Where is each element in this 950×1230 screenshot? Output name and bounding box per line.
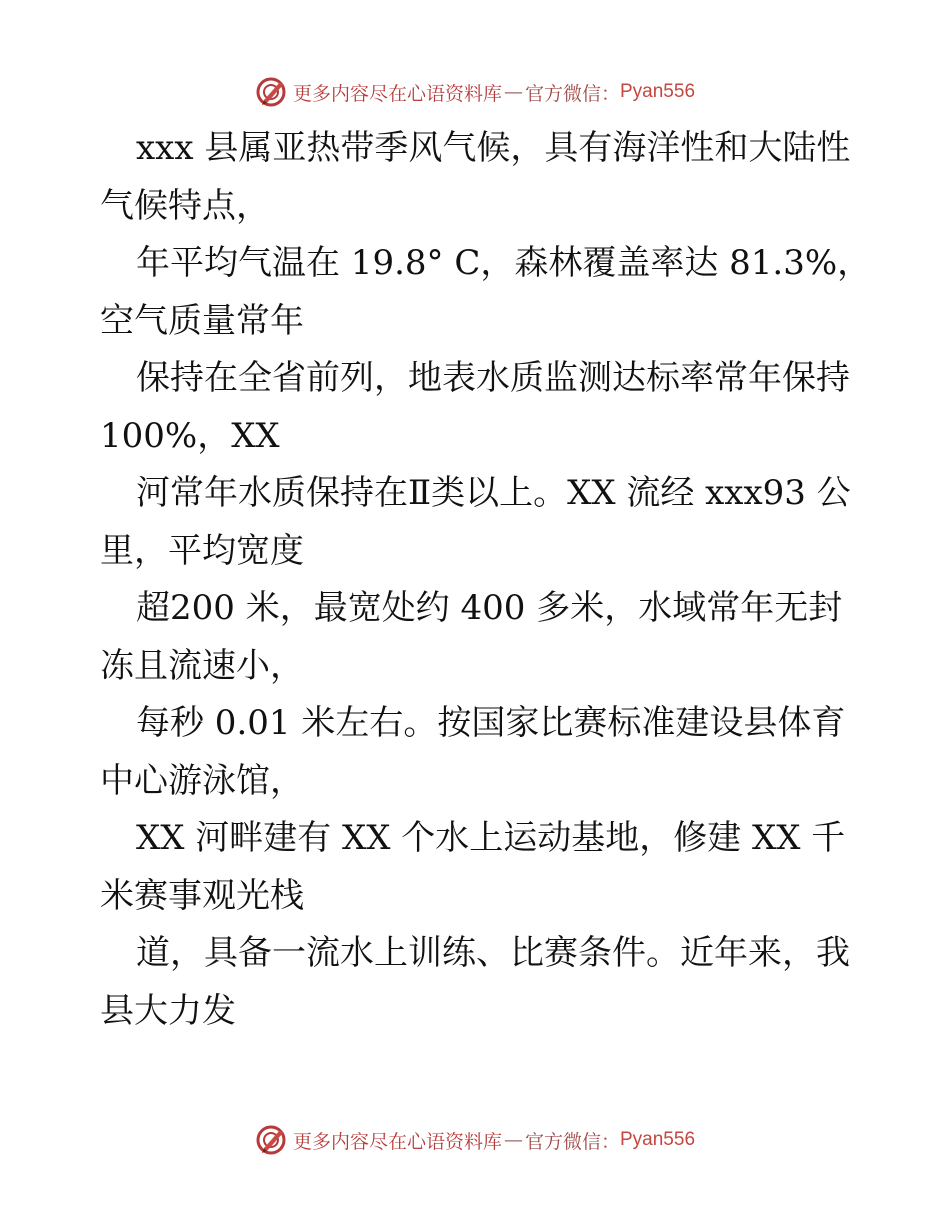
header-banner (0, 72, 950, 112)
text-line: 中心游泳馆， (100, 760, 304, 801)
banner-wechat-id: Pyan556 (620, 81, 696, 102)
text-line: 空气质量常年 (100, 300, 304, 341)
banner-wechat-id: Pyan556 (620, 1129, 696, 1150)
banner-wechat-label: 官方微信： (524, 82, 620, 105)
banner-separator: — (503, 81, 523, 103)
footer-banner (0, 1120, 950, 1160)
text-line: 超200 米，最宽处约 400 多米，水域常年无封 (136, 588, 843, 628)
text-line: xxx 县属亚热带季风气候，具有海洋性和大陆性 (136, 128, 851, 168)
text-line: 米赛事观光栈 (100, 875, 304, 916)
banner-text: 更多内容尽在心语资料库 (292, 82, 502, 105)
body-paragraph (100, 120, 872, 1040)
text-line: 年平均气温在 19.8° C，森林覆盖率达 81.3%， (136, 243, 872, 283)
text-line: XX 河畔建有 XX 个水上运动基地，修建 XX 千 (136, 818, 846, 858)
text-line: 县大力发 (100, 990, 236, 1031)
banner-text: 更多内容尽在心语资料库 (292, 1130, 502, 1153)
text-line: 里，平均宽度 (100, 530, 304, 571)
banner-wechat-label: 官方微信： (524, 1130, 620, 1153)
banner-separator: — (503, 1129, 523, 1151)
text-line: 气候特点， (100, 185, 270, 226)
text-line: 每秒 0.01 米左右。按国家比赛标准建设县体育 (136, 703, 846, 743)
text-line: 保持在全省前列，地表水质监测达标率常年保持 (136, 358, 850, 398)
text-line: 100%，XX (100, 415, 280, 456)
text-line: 冻且流速小， (100, 645, 304, 686)
pen-circle-logo-icon (255, 76, 287, 108)
text-line: 道，具备一流水上训练、比赛条件。近年来，我 (136, 933, 850, 973)
pen-circle-logo-icon (255, 1124, 287, 1156)
text-line: 河常年水质保持在Ⅱ类以上。XX 流经 xxx93 公 (136, 473, 851, 513)
